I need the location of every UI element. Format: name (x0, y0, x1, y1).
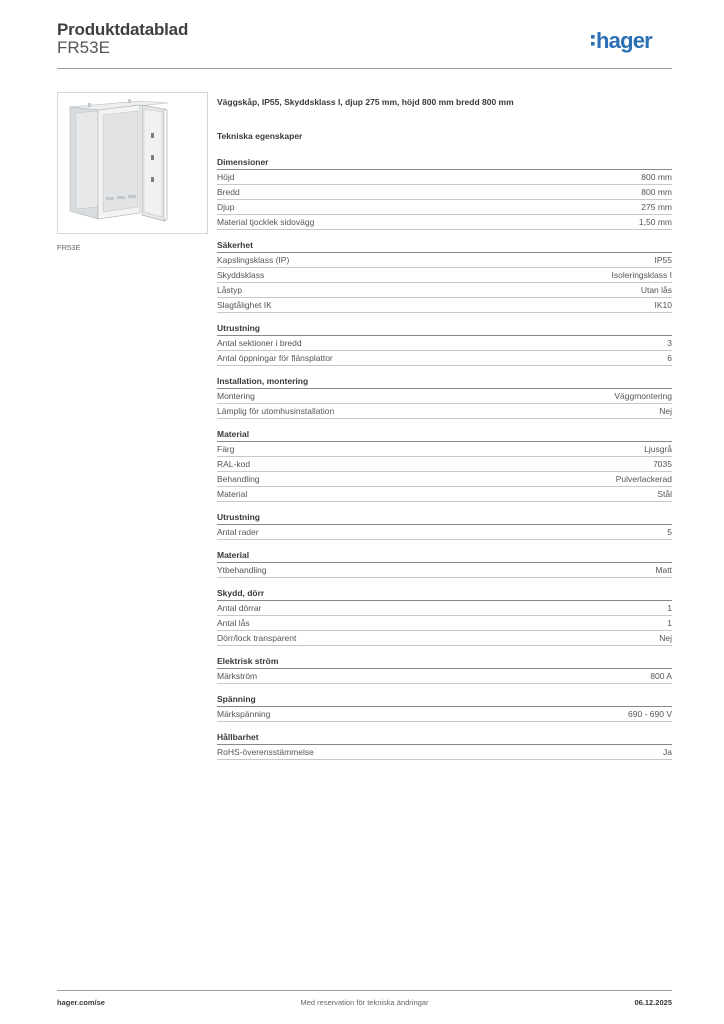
spec-section (217, 156, 672, 230)
section-title: Elektrisk ström (217, 655, 672, 669)
spec-label: Höjd (217, 172, 235, 182)
spec-value: Pulverlackerad (615, 474, 672, 484)
spec-value: Nej (659, 406, 672, 416)
spec-row (217, 525, 672, 540)
spec-value: Ljusgrå (644, 444, 672, 454)
spec-value: 800 mm (641, 187, 672, 197)
section-title: Säkerhet (217, 239, 672, 253)
image-caption: FR53E (57, 243, 81, 252)
spec-section (217, 375, 672, 419)
spec-row (217, 185, 672, 200)
spec-value: 690 - 690 V (628, 709, 672, 719)
spec-row (217, 336, 672, 351)
logo-text: hager (596, 28, 652, 53)
spec-label: Kapslingsklass (IP) (217, 255, 290, 265)
spec-label: Behandling (217, 474, 260, 484)
section-title: Hållbarhet (217, 731, 672, 745)
spec-label: Låstyp (217, 285, 243, 295)
spec-label: Märkspänning (217, 709, 271, 719)
spec-label: Slagtålighet IK (217, 300, 272, 310)
footer-website[interactable]: hager.com/se (57, 998, 105, 1007)
spec-section (217, 511, 672, 540)
spec-value: 800 mm (641, 172, 672, 182)
spec-label: Djup (217, 202, 235, 212)
spec-row (217, 563, 672, 578)
spec-row (217, 283, 672, 298)
spec-label: Färg (217, 444, 235, 454)
spec-value: Utan lås (640, 285, 672, 295)
spec-label: Montering (217, 391, 255, 401)
spec-value: Stål (657, 489, 672, 499)
spec-row (217, 170, 672, 185)
spec-value: IP55 (654, 255, 672, 265)
spec-row (217, 601, 672, 616)
spec-row (217, 457, 672, 472)
footer-divider (57, 990, 672, 991)
spec-row (217, 298, 672, 313)
spec-row (217, 253, 672, 268)
specification-panel (217, 96, 672, 769)
spec-value: Isoleringsklass I (611, 270, 672, 280)
spec-value: 1,50 mm (638, 217, 672, 227)
spec-label: Dörr/lock transparent (217, 633, 297, 643)
header-divider (57, 68, 672, 69)
spec-label: Bredd (217, 187, 240, 197)
spec-label: Antal rader (217, 527, 259, 537)
spec-value: Matt (655, 565, 672, 575)
spec-section (217, 239, 672, 313)
spec-label: Antal dörrar (217, 603, 262, 613)
spec-label: Ytbehandling (217, 565, 267, 575)
spec-label: Antal lås (217, 618, 250, 628)
spec-sections (217, 156, 672, 760)
page-footer (57, 998, 672, 1010)
section-title: Utrustning (217, 322, 672, 336)
spec-row (217, 487, 672, 502)
spec-section (217, 549, 672, 578)
spec-section (217, 655, 672, 684)
spec-row (217, 442, 672, 457)
spec-value: 7035 (653, 459, 672, 469)
spec-label: Lämplig för utomhusinstallation (217, 406, 335, 416)
spec-label: RAL-kod (217, 459, 251, 469)
wall-cabinet-image (57, 92, 208, 234)
product-description: Väggskåp, IP55, Skyddsklass I, djup 275 mm, höjd 800 mm bredd 800 mm (217, 97, 514, 107)
spec-value: Väggmontering (614, 391, 672, 401)
spec-value: 6 (667, 353, 672, 363)
spec-row (217, 631, 672, 646)
spec-value: IK10 (654, 300, 672, 310)
spec-label: Skyddsklass (217, 270, 265, 280)
spec-row (217, 404, 672, 419)
section-title: Utrustning (217, 511, 672, 525)
section-title: Dimensioner (217, 156, 672, 170)
spec-section (217, 428, 672, 502)
section-title: Spänning (217, 693, 672, 707)
section-title: Skydd, dörr (217, 587, 672, 601)
spec-row (217, 215, 672, 230)
spec-row (217, 707, 672, 722)
footer-disclaimer: Med reservation för tekniska ändringar (300, 998, 429, 1007)
spec-row (217, 351, 672, 366)
spec-value: 1 (667, 603, 672, 613)
spec-value: 800 A (650, 671, 672, 681)
footer-date: 06.12.2025 (634, 998, 672, 1007)
spec-row (217, 616, 672, 631)
spec-row (217, 669, 672, 684)
spec-label: Märkström (217, 671, 258, 681)
spec-value: 275 mm (641, 202, 672, 212)
spec-row (217, 745, 672, 760)
spec-value: 3 (667, 338, 672, 348)
section-title: Material (217, 428, 672, 442)
spec-section (217, 322, 672, 366)
document-title: Produktdatablad (57, 20, 189, 39)
spec-label: Antal öppningar för flänsplattor (217, 353, 333, 363)
spec-value: Ja (663, 747, 672, 757)
section-title: Installation, montering (217, 375, 672, 389)
spec-row (217, 200, 672, 215)
technical-properties-heading: Tekniska egenskaper (217, 131, 303, 141)
spec-label: RoHS-överensstämmelse (217, 747, 314, 757)
section-title: Material (217, 549, 672, 563)
spec-row (217, 389, 672, 404)
spec-label: Material tjocklek sidovägg (217, 217, 315, 227)
spec-value: 1 (667, 618, 672, 628)
hager-logo (590, 28, 672, 56)
product-code: FR53E (57, 38, 110, 57)
spec-label: Antal sektioner i bredd (217, 338, 302, 348)
spec-section (217, 587, 672, 646)
spec-label: Material (217, 489, 248, 499)
spec-section (217, 693, 672, 722)
spec-value: Nej (659, 633, 672, 643)
spec-row (217, 268, 672, 283)
spec-row (217, 472, 672, 487)
page-header (57, 20, 672, 68)
spec-section (217, 731, 672, 760)
spec-value: 5 (667, 527, 672, 537)
